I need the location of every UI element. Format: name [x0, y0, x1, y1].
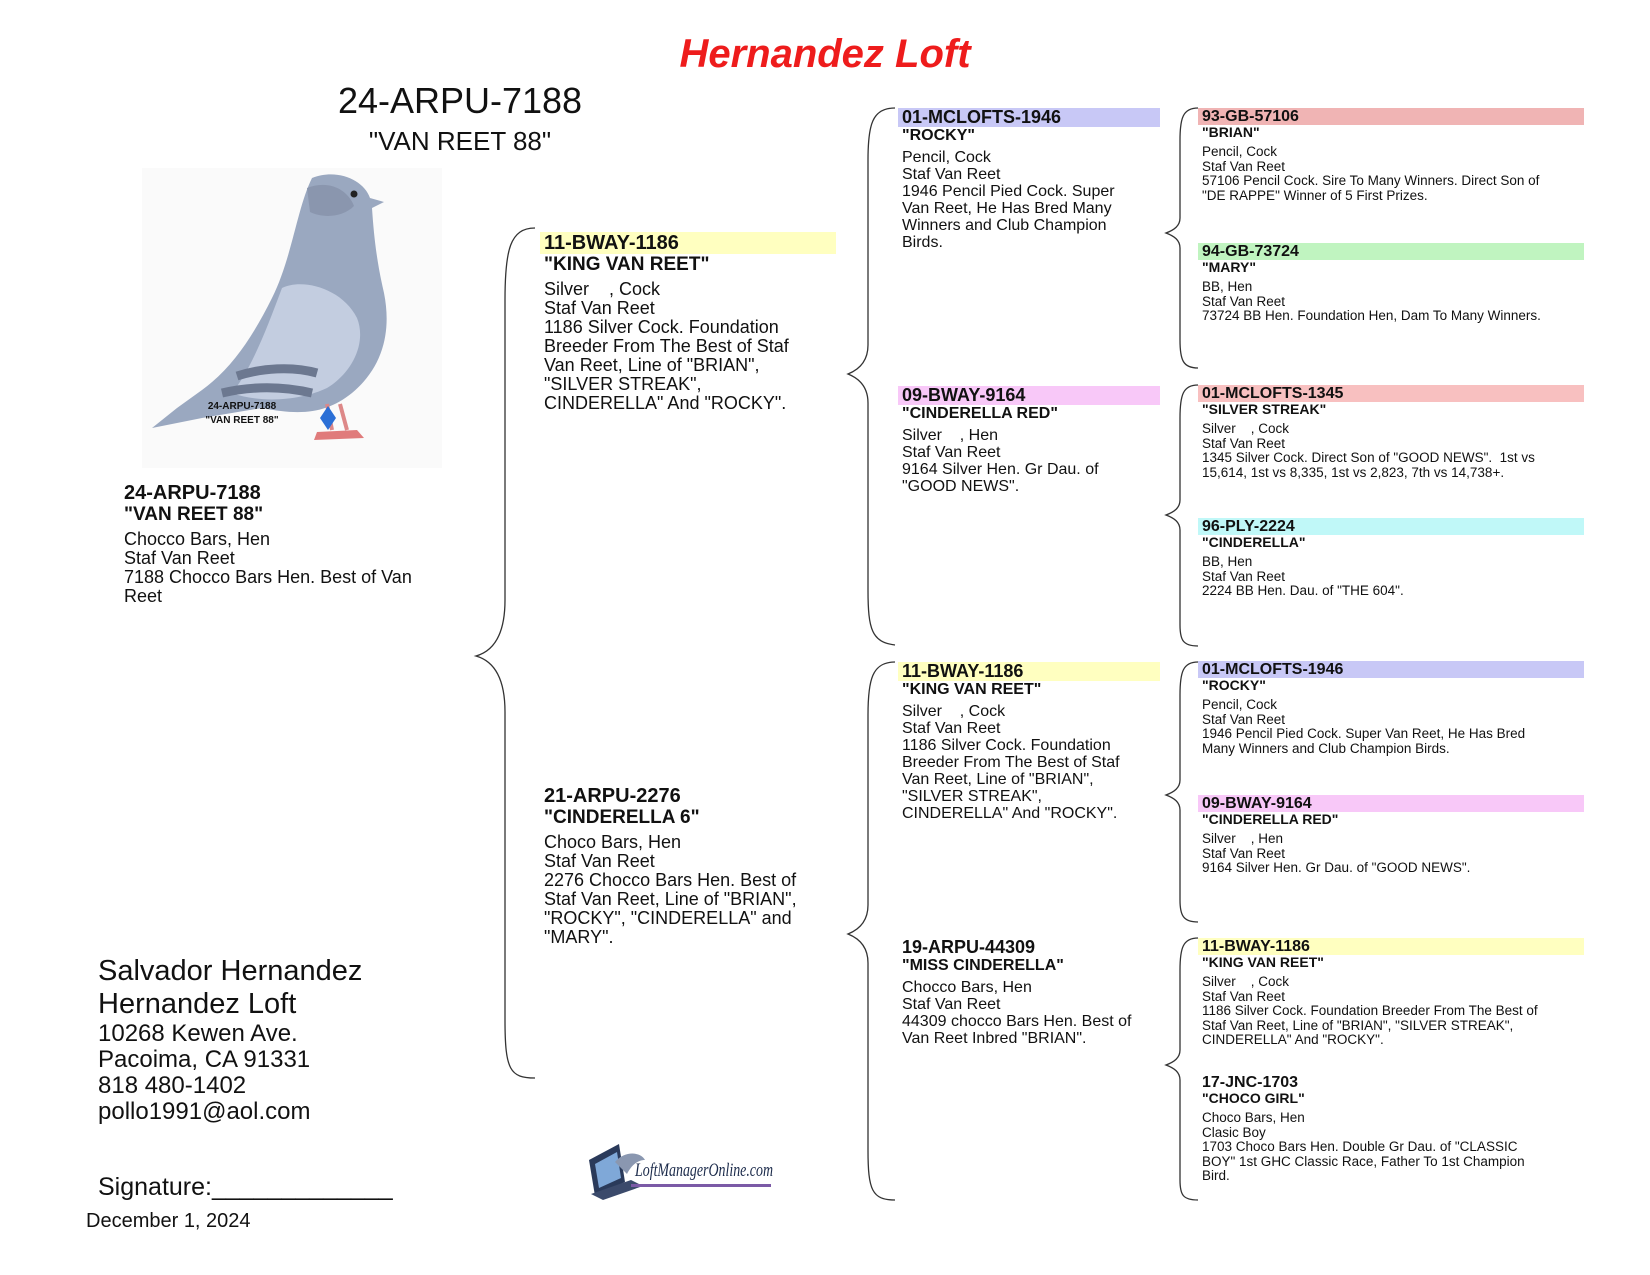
dam-sire-color-sex: Silver , Cock: [902, 703, 1006, 720]
photo-caption-ring: 24-ARPU-7188: [207, 401, 277, 412]
gen3-comment-line: Many Winners and Club Champion Birds.: [1202, 740, 1450, 756]
main-bird-comment-line: 7188 Chocco Bars Hen. Best of Van: [124, 567, 412, 587]
dam-dam-comment-line: Van Reet Inbred "BRIAN".: [902, 1030, 1087, 1047]
sire-comment-line: Van Reet, Line of "BRIAN",: [544, 355, 760, 375]
sire-sire-comment-line: 1946 Pencil Pied Cock. Super: [902, 183, 1115, 200]
sire-ring: 11-BWAY-1186: [540, 232, 836, 254]
sire-sire-color-sex: Pencil, Cock: [902, 149, 991, 166]
sire-strain: Staf Van Reet: [544, 298, 655, 318]
gen3-name: "KING VAN REET": [1202, 954, 1324, 970]
gen3-bracket: [1166, 662, 1198, 922]
gen3-color-sex: BB, Hen: [1202, 554, 1253, 569]
owner-contact: [98, 955, 362, 1125]
gen3-strain: Staf Van Reet: [1202, 568, 1286, 584]
sire-bracket: [848, 108, 895, 645]
gen3-ring: 01-MCLOFTS-1946: [1198, 661, 1584, 678]
gen3-color-sex: Pencil, Cock: [1202, 697, 1278, 712]
gen3-bracket: [1166, 108, 1198, 368]
dam-sire-comment-line: Breeder From The Best of Staf: [902, 754, 1120, 771]
print-date: December 1, 2024: [86, 1210, 251, 1232]
sire-dam-ring: 09-BWAY-9164: [898, 386, 1160, 405]
gen3-comment-line: 9164 Silver Hen. Gr Dau. of "GOOD NEWS".: [1202, 860, 1471, 875]
sire-dam-comment-line: "GOOD NEWS".: [902, 478, 1020, 495]
dam-name: "CINDERELLA 6": [544, 807, 700, 828]
sire-sire-ring: 01-MCLOFTS-1946: [898, 108, 1160, 127]
signature-line: Signature:_____________: [98, 1173, 393, 1201]
loftmanager-logo: [585, 1140, 775, 1202]
gen3-strain: Staf Van Reet: [1202, 158, 1286, 174]
dam-strain: Staf Van Reet: [544, 851, 655, 871]
sire-comment-line: 1186 Silver Cock. Foundation: [544, 317, 779, 337]
gen3-name: "BRIAN": [1202, 124, 1260, 140]
owner-loft: Hernandez Loft: [98, 988, 297, 1020]
owner-phone: 818 480-1402: [98, 1072, 247, 1099]
gen3-strain: Staf Van Reet: [1202, 845, 1286, 861]
gen3-bracket: [1166, 938, 1198, 1200]
gen3-comment-line: CINDERELLA" And "ROCKY".: [1202, 1032, 1384, 1047]
sire-name: "KING VAN REET": [544, 254, 710, 275]
main-bird-color-sex: Chocco Bars, Hen: [124, 529, 271, 549]
sire-dam-name: "CINDERELLA RED": [902, 405, 1058, 422]
sire-dam-color-sex: Silver , Hen: [902, 427, 999, 444]
gen3-color-sex: BB, Hen: [1202, 279, 1253, 294]
gen3-comment-line: 1345 Silver Cock. Direct Son of "GOOD NEWS". 1st vs: [1202, 450, 1535, 465]
gen3-strain: Staf Van Reet: [1202, 435, 1286, 451]
gen3-comment-line: "DE RAPPE" Winner of 5 First Prizes.: [1202, 187, 1428, 203]
gen3-comment-line: BOY" 1st GHC Classic Race, Father To 1st Champion: [1202, 1153, 1525, 1169]
gen3-strain: Staf Van Reet: [1202, 293, 1286, 309]
gen3-color-sex: Silver , Cock: [1202, 974, 1290, 989]
dam-sire-comment-line: "SILVER STREAK",: [902, 788, 1042, 805]
gen3-comment-line: 1946 Pencil Pied Cock. Super Van Reet, He Has Bred: [1202, 726, 1526, 741]
sire-comment-line: CINDERELLA" And "ROCKY".: [544, 393, 787, 413]
gen3-comment-line: 57106 Pencil Cock. Sire To Many Winners. Direct Son of: [1202, 173, 1540, 188]
dam-sire-ring: 11-BWAY-1186: [898, 662, 1160, 681]
dam-sire-strain: Staf Van Reet: [902, 720, 1001, 737]
main-bird-name: "VAN REET 88": [124, 504, 264, 525]
gen3-name: "SILVER STREAK": [1202, 401, 1327, 417]
gen3-color-sex: Choco Bars, Hen: [1202, 1110, 1305, 1125]
sire-dam-strain: Staf Van Reet: [902, 444, 1001, 461]
main-bird-comment-line: Reet: [124, 586, 163, 606]
owner-city: Pacoima, CA 91331: [98, 1046, 311, 1073]
dam-bracket: [848, 662, 895, 1200]
owner-email: pollo1991@aol.com: [98, 1098, 311, 1125]
owner-name: Salvador Hernandez: [98, 955, 363, 987]
gen3-ring: 94-GB-73724: [1198, 243, 1584, 260]
gen3-name: "CINDERELLA": [1202, 534, 1306, 550]
gen3-comment-line: 73724 BB Hen. Foundation Hen, Dam To Many Winners.: [1202, 308, 1541, 323]
dam-sire-comment-line: Van Reet, Line of "BRIAN",: [902, 771, 1094, 788]
gen3-comment-line: 15,614, 1st vs 8,335, 1st vs 2,823, 7th vs 14,738+.: [1202, 464, 1505, 480]
gen3-name: "CHOCO GIRL": [1202, 1090, 1305, 1106]
sire-comment-line: "SILVER STREAK",: [544, 374, 702, 394]
dam-dam-color-sex: Chocco Bars, Hen: [902, 979, 1032, 996]
gen3-comment-line: 2224 BB Hen. Dau. of "THE 604".: [1202, 583, 1404, 598]
dam-sire-comment-line: CINDERELLA" And "ROCKY".: [902, 805, 1118, 822]
main-bird-ring: 24-ARPU-7188: [124, 482, 261, 504]
main-bird-ring-heading: 24-ARPU-7188: [337, 80, 583, 121]
gen3-comment-line: Staf Van Reet, Line of "BRIAN", "SILVER STREAK",: [1202, 1017, 1514, 1033]
gen3-strain: Staf Van Reet: [1202, 988, 1286, 1004]
gen3-comment-line: 1186 Silver Cock. Foundation Breeder From The Best of: [1202, 1003, 1538, 1018]
sire-sire-comment-line: Winners and Club Champion: [902, 217, 1107, 234]
gen3-ring: 17-JNC-1703: [1202, 1074, 1299, 1091]
gen3-bracket: [1166, 385, 1198, 646]
gen3-comment-line: Bird.: [1202, 1168, 1230, 1183]
dam-dam-name: "MISS CINDERELLA": [902, 957, 1064, 974]
dam-comment-line: "ROCKY", "CINDERELLA" and: [544, 908, 792, 928]
gen3-comment-line: 1703 Choco Bars Hen. Double Gr Dau. of "CLASSIC: [1202, 1139, 1518, 1154]
owner-address: 10268 Kewen Ave.: [98, 1020, 298, 1047]
logo-text: LoftManagerOnline.com: [634, 1160, 773, 1181]
gen3-color-sex: Silver , Cock: [1202, 421, 1290, 436]
sire-comment-line: Breeder From The Best of Staf: [544, 336, 789, 356]
gen3-ring: 09-BWAY-9164: [1198, 795, 1584, 812]
gen3-ring: 96-PLY-2224: [1198, 518, 1584, 535]
dam-sire-comment-line: 1186 Silver Cock. Foundation: [902, 737, 1111, 754]
sire-sire-strain: Staf Van Reet: [902, 166, 1001, 183]
dam-comment-line: "MARY".: [544, 927, 614, 947]
gen3-ring: 01-MCLOFTS-1345: [1198, 385, 1584, 402]
sire-sire-name: "ROCKY": [902, 127, 975, 144]
sire-dam-comment-line: 9164 Silver Hen. Gr Dau. of: [902, 461, 1099, 478]
gen3-strain: Staf Van Reet: [1202, 711, 1286, 727]
photo-caption-name: "VAN REET 88": [205, 415, 279, 426]
gen3-name: "ROCKY": [1202, 677, 1266, 693]
main-bird-strain: Staf Van Reet: [124, 548, 235, 568]
dam-dam-strain: Staf Van Reet: [902, 996, 1001, 1013]
sire-color-sex: Silver , Cock: [544, 279, 661, 299]
dam-ring: 21-ARPU-2276: [544, 785, 681, 807]
main-bird-name-heading: "VAN REET 88": [368, 126, 552, 156]
gen3-ring: 93-GB-57106: [1198, 108, 1584, 125]
gen3-strain: Clasic Boy: [1202, 1124, 1266, 1140]
main-bracket: [476, 228, 535, 1078]
gen3-color-sex: Pencil, Cock: [1202, 144, 1278, 159]
sire-sire-comment-line: Birds.: [902, 234, 943, 251]
dam-color-sex: Choco Bars, Hen: [544, 832, 682, 852]
dam-dam-comment-line: 44309 chocco Bars Hen. Best of: [902, 1013, 1132, 1030]
gen3-name: "CINDERELLA RED": [1202, 811, 1339, 827]
gen3-name: "MARY": [1202, 259, 1256, 275]
dam-dam-ring: 19-ARPU-44309: [902, 937, 1036, 957]
gen3-color-sex: Silver , Hen: [1202, 831, 1284, 846]
loft-title: Hernandez Loft: [679, 32, 971, 76]
dam-sire-name: "KING VAN REET": [902, 681, 1042, 698]
gen3-ring: 11-BWAY-1186: [1198, 938, 1584, 955]
dam-comment-line: Staf Van Reet, Line of "BRIAN",: [544, 889, 797, 909]
sire-sire-comment-line: Van Reet, He Has Bred Many: [902, 200, 1112, 217]
dam-comment-line: 2276 Chocco Bars Hen. Best of: [544, 870, 797, 890]
